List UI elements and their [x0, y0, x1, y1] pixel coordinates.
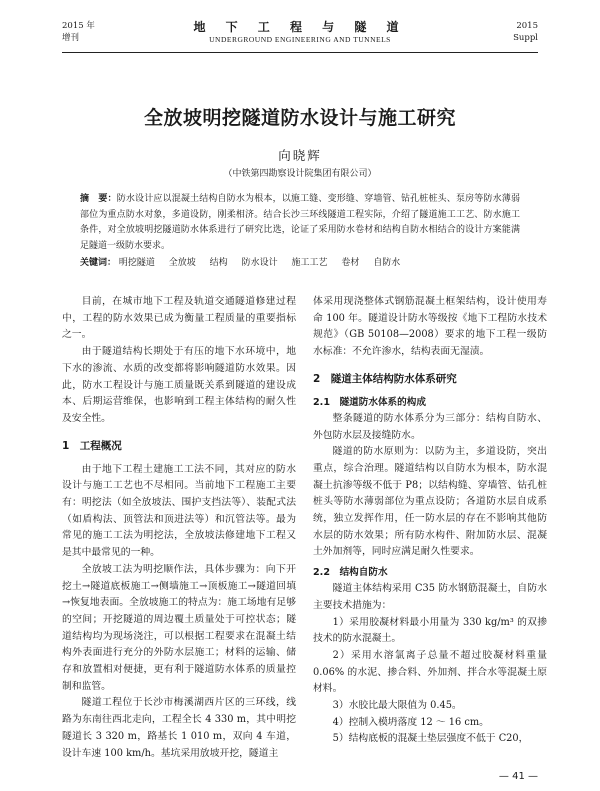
paragraph: 隧道的防水原则为：以防为主，多道设防，突出重点，综合治理。隧道结构以自防水为根本，防水混凝土抗渗等级不低于 P8；以结构缝、穿墙管、钻孔桩桩头等防水薄弱部位为重点设防；各道防水层自成系统，独立发挥作用，任一防水层的存在不影响其他防水层的防水效果；所有防水构件、附加防水层、混凝土外加剂等，同时应满足耐久性要求。 — [313, 446, 547, 558]
list-item: 1）采用胶凝材料最小用量为 330 kg/m³ 的双掺技术的防水混凝土。 — [313, 616, 547, 645]
header-year-right: 2015 — [516, 21, 538, 31]
paragraph: 全放坡工法为明挖顺作法，具体步骤为：向下开挖土→隧道底板施工→侧墙施工→顶板施工→隧道回填→恢复地表面。全放坡施工的特点为：施工场地有足够的空间；开挖隧道的周边覆土质量处于可控状态；隧道结构均为现场浇注，可以根据工程要求在混凝土结构外表面进行充分的外防水层施工；材料的运输、储存和放置相对便捷，更有利于隧道防水体系的质量控制和监管。 — [62, 563, 296, 692]
journal-name-cn: 地 下 工 程 与 隧 道 — [193, 20, 407, 34]
keyword: 防水设计 — [241, 258, 278, 268]
list-item: 3）水胶比最大限值为 0.45。 — [332, 700, 462, 712]
header-right — [513, 20, 538, 44]
paper-author: 向晓辉 — [278, 148, 322, 163]
right-column — [313, 294, 547, 748]
header-issue-right: Suppl — [513, 33, 538, 43]
keyword: 明挖隧道 — [118, 258, 155, 268]
paragraph: 体采用现浇整体式钢筋混凝土框架结构，设计使用寿命 100 年。隧道设计防水等级按《地下工程防水技术规范》（GB 50108—2008）要求的地下工程一级防水标准：不允许渗水，结构表面无湿渍。 — [313, 296, 547, 358]
keyword: 施工工艺 — [291, 258, 328, 268]
abstract-label: 摘 要： — [80, 194, 117, 204]
paper-title: 全放坡明挖隧道防水设计与施工研究 — [143, 107, 456, 129]
keyword: 卷材 — [341, 258, 360, 268]
paragraph: 整条隧道的防水体系分为三部分：结构自防水、外包防水层及接缝防水。 — [313, 412, 547, 441]
list-item: 5）结构底板的混凝土垫层强度不低于 C20， — [332, 733, 529, 745]
abstract — [80, 192, 520, 254]
section-heading: 1 工程概况 — [62, 439, 122, 452]
abstract-text: 防水设计应以混凝土结构自防水为根本，以施工缝、变形缝、穿墙管、钻孔桩桩头、泵房等防水薄弱部位为重点防水对象，多道设防，刚柔相济。结合长沙三环线隧道工程实际，介绍了隧道施工工艺、防水施工条件，对全放坡明挖隧道防水体系进行了研究比选，论证了采用防水卷材和结构自防水相结合的设计方案能满足隧道一级防水要求。 — [80, 194, 520, 251]
header-issue: 增刊 — [62, 33, 80, 43]
keyword: 全放坡 — [168, 258, 196, 268]
keywords — [80, 256, 520, 271]
paragraph: 由于地下工程土建施工工法不同，其对应的防水设计与施工工艺也不尽相同。当前地下工程施工主要有：明挖法（如全放坡法、围护支挡法等）、装配式法（如盾构法、顶管法和顶进法等）和沉管法等。最为常见的施工工法为明挖法，全放坡法修建地下工程又是其中最常见的一种。 — [62, 463, 296, 559]
journal-name-en: UNDERGROUND ENGINEERING AND TUNNELS — [209, 35, 391, 44]
paragraph: 隧道工程位于长沙市梅溪湖西片区的三环线，线路为东南往西北走向，工程全长 4 330 m，其中明挖隧道长 3 320 m，路基长 1 010 m，双向 4 车道，设计车速 100 km/h。基坑采用放坡开挖，隧道主 — [62, 697, 296, 759]
running-header — [62, 18, 538, 53]
list-item: 4）控制入模坍落度 12 ～ 16 cm。 — [332, 716, 489, 728]
subsection-heading: 2.2 结构自防水 — [313, 567, 388, 579]
paragraph: 隧道主体结构采用 C35 防水钢筋混凝土，自防水主要技术措施为： — [313, 583, 547, 611]
paragraph: 目前，在城市地下工程及轨道交通隧道修建过程中，工程的防水效果已成为衡量工程质量的重要指标之一。 — [62, 296, 296, 341]
paragraph: 由于隧道结构长期处于有压的地下水环境中，地下水的渗流、水质的改变都将影响隧道防水效果。因此，防水工程设计与施工质量既关系到隧道的建设成本、后期运营维保，也影响到工程主体结构的耐久性及安全性。 — [62, 346, 296, 424]
left-column — [62, 294, 296, 762]
subsection-heading: 2.1 隧道防水体系的构成 — [313, 396, 426, 408]
section-heading: 2 隧道主体结构防水体系研究 — [313, 372, 457, 385]
header-center — [62, 20, 538, 45]
keyword: 自防水 — [373, 258, 401, 268]
keywords-label: 关键词： — [80, 258, 117, 268]
list-item: 2）采用水溶氯离子总量不超过胶凝材料重量 0.06% 的水泥、掺合料、外加剂、拌合水等混凝土原材料。 — [313, 649, 547, 695]
author-affiliation: （中铁第四勘察设计院集团有限公司） — [223, 169, 377, 179]
page-number: — 41 — — [498, 771, 538, 782]
header-year: 2015 年 — [62, 21, 95, 31]
keyword: 结构 — [209, 258, 228, 268]
